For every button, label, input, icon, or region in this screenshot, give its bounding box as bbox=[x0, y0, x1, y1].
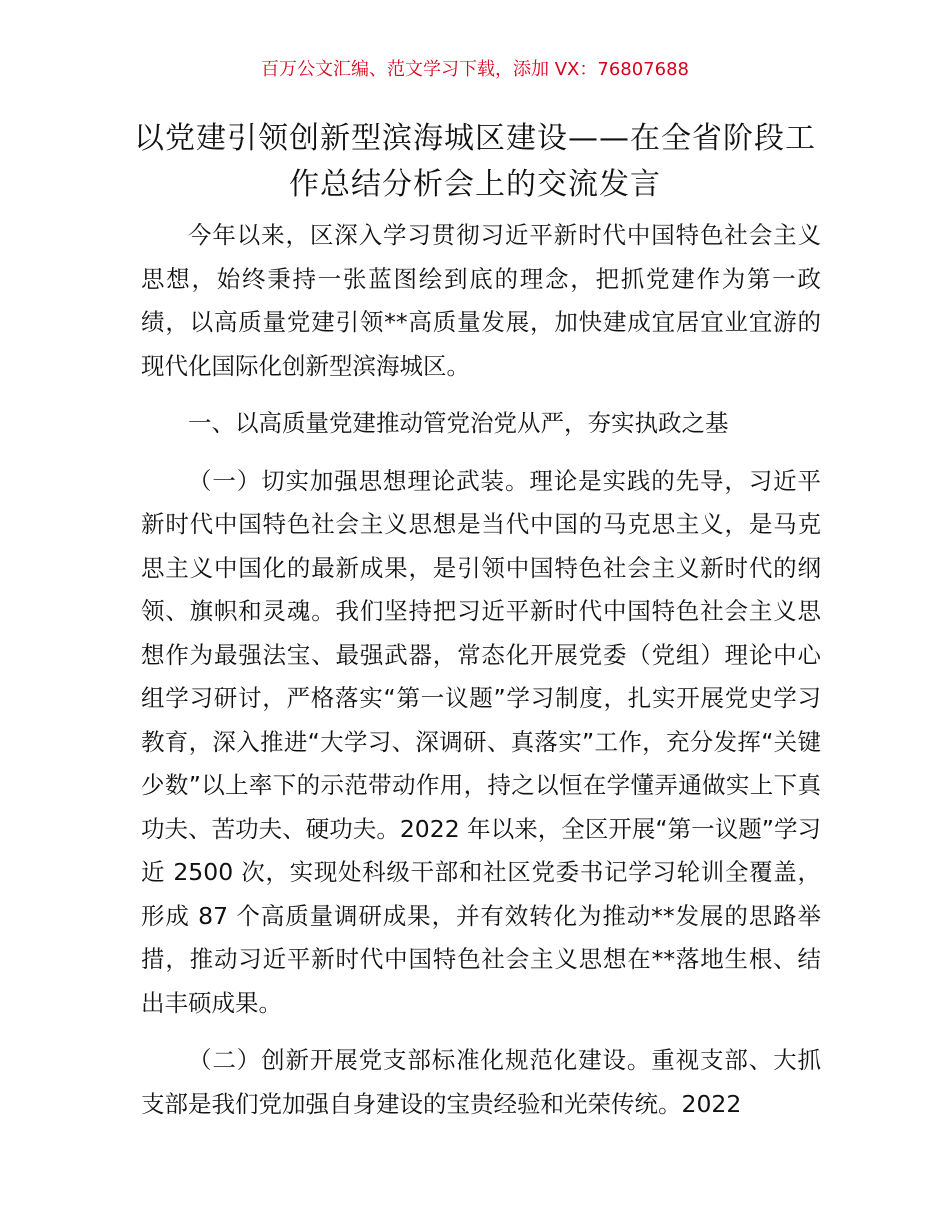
promo-header: 百万公文汇编、范文学习下载，添加 VX：76807688 bbox=[261, 59, 689, 80]
paragraph-intro: 今年以来，区深入学习贯彻习近平新时代中国特色社会主义思想，始终秉持一张蓝图绘到底的理念，把抓党建作为第一政绩，以高质量党建引领**高质量发展，加快建成宜居宜业宜游的现代化国际化创新型滨海城区。 bbox=[141, 221, 821, 380]
paragraph-subsection-1: （一）切实加强思想理论武装。理论是实践的先导，习近平新时代中国特色社会主义思想是当代中国的马克思主义，是马克思主义中国化的最新成果，是引领中国特色社会主义新时代的纲领、旗帜和灵魂。我们坚持把习近平新时代中国特色社会主义思想作为最强法宝、最强武器，常态化开展党委（党组）理论中心组学习研讨，严格落实“第一议题”学习制度，扎实开展党史学习教育，深入推进“大学习、深调研、真落实”工作，充分发挥“关键少数”以上率下的示范带动作用，持之以恒在学懂弄通做实上下真功夫、苦功夫、硬功夫。2022 年以来，全区开展“第一议题”学习近 2500 次，实现处科级干部和社区党委书记学习轮训全覆盖，形成 87 个高质量调研成果，并有效转化为推动**发展的思路举措，推动习近平新时代中国特色社会主义思想在**落地生根、结出丰硕成果。 bbox=[141, 466, 821, 1017]
section-heading-1: 一、以高质量党建推动管党治党从严，夯实执政之基 bbox=[188, 409, 729, 437]
document-body bbox=[141, 214, 821, 1126]
paragraph-subsection-2: （二）创新开展党支部标准化规范化建设。重视支部、大抓支部是我们党加强自身建设的宝贵经验和光荣传统。2022 bbox=[141, 1046, 821, 1118]
document-title: 以党建引领创新型滨海城区建设——在全省阶段工作总结分析会上的交流发言 bbox=[134, 121, 816, 202]
